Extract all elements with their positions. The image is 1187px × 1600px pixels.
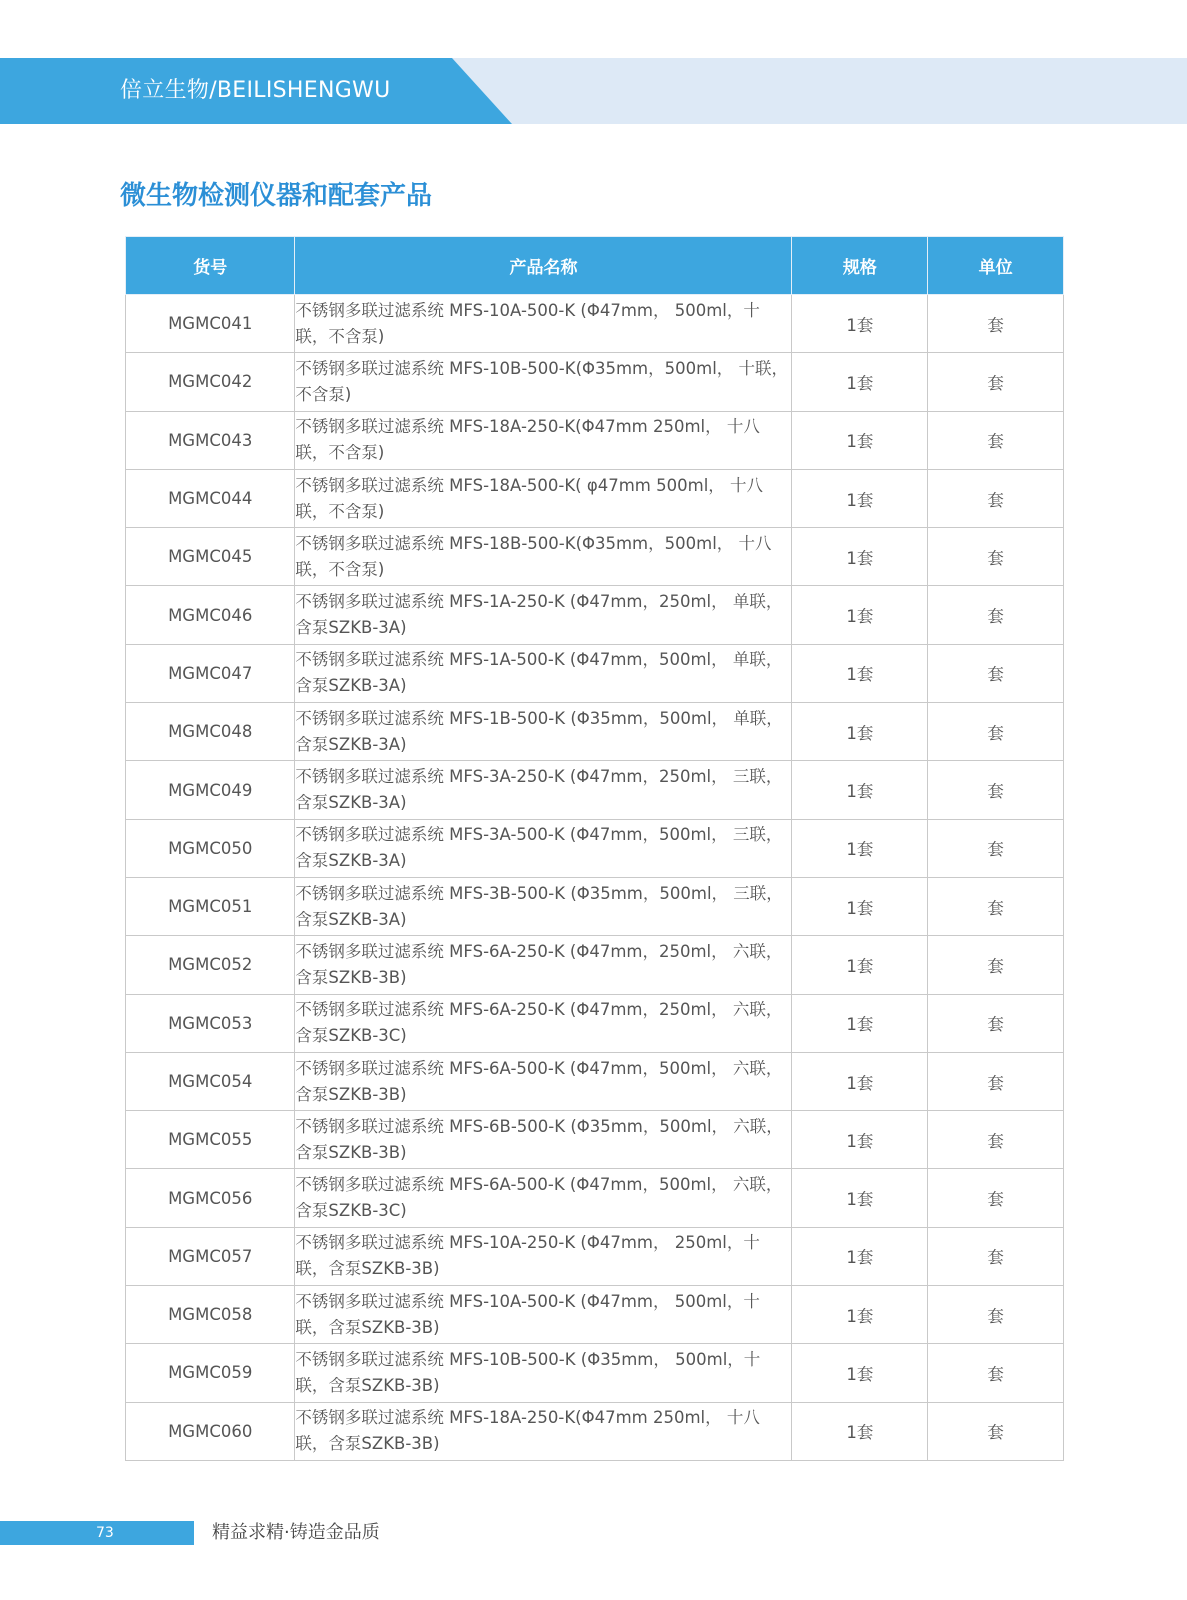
cell-spec: 1套 (792, 528, 928, 586)
cell-spec: 1套 (792, 353, 928, 411)
cell-unit: 套 (928, 703, 1064, 761)
cell-spec: 1套 (792, 1286, 928, 1344)
cell-code: MGMC054 (126, 1052, 295, 1110)
cell-code: MGMC056 (126, 1169, 295, 1227)
cell-name: 不锈钢多联过滤系统 MFS-3A-500-K (Φ47mm，500ml， 三联，含泵SZKB-3A) (295, 819, 792, 877)
cell-name: 不锈钢多联过滤系统 MFS-18A-500-K( φ47mm 500ml， 十八联，不含泵) (295, 469, 792, 527)
page-number: 73 (96, 1525, 114, 1541)
cell-name: 不锈钢多联过滤系统 MFS-10A-500-K (Φ47mm， 500ml，十联，含泵SZKB-3B) (295, 1286, 792, 1344)
cell-unit: 套 (928, 819, 1064, 877)
cell-name: 不锈钢多联过滤系统 MFS-6A-250-K (Φ47mm，250ml， 六联，含泵SZKB-3C) (295, 994, 792, 1052)
cell-code: MGMC058 (126, 1286, 295, 1344)
cell-unit: 套 (928, 528, 1064, 586)
cell-name: 不锈钢多联过滤系统 MFS-3B-500-K (Φ35mm，500ml， 三联，含泵SZKB-3A) (295, 877, 792, 935)
cell-name: 不锈钢多联过滤系统 MFS-10A-500-K (Φ47mm， 500ml，十联，不含泵) (295, 295, 792, 353)
cell-unit: 套 (928, 353, 1064, 411)
column-header-unit: 单位 (928, 237, 1064, 295)
section-title: 微生物检测仪器和配套产品 (120, 181, 433, 211)
cell-code: MGMC057 (126, 1227, 295, 1285)
cell-name: 不锈钢多联过滤系统 MFS-10B-500-K(Φ35mm，500ml， 十联，不含泵) (295, 353, 792, 411)
cell-code: MGMC050 (126, 819, 295, 877)
table-row (126, 936, 1064, 994)
table-row (126, 1111, 1064, 1169)
table-row (126, 411, 1064, 469)
cell-spec: 1套 (792, 1052, 928, 1110)
cell-spec: 1套 (792, 819, 928, 877)
cell-code: MGMC047 (126, 644, 295, 702)
cell-name: 不锈钢多联过滤系统 MFS-10A-250-K (Φ47mm， 250ml，十联，含泵SZKB-3B) (295, 1227, 792, 1285)
cell-spec: 1套 (792, 1227, 928, 1285)
cell-code: MGMC049 (126, 761, 295, 819)
cell-code: MGMC045 (126, 528, 295, 586)
product-table (125, 236, 1064, 1461)
cell-code: MGMC043 (126, 411, 295, 469)
cell-unit: 套 (928, 586, 1064, 644)
cell-spec: 1套 (792, 1169, 928, 1227)
cell-code: MGMC051 (126, 877, 295, 935)
column-header-name: 产品名称 (295, 237, 792, 295)
cell-name: 不锈钢多联过滤系统 MFS-1A-500-K (Φ47mm，500ml， 单联，含泵SZKB-3A) (295, 644, 792, 702)
table-row (126, 1227, 1064, 1285)
table-row (126, 469, 1064, 527)
cell-code: MGMC060 (126, 1402, 295, 1460)
footer-page-bar (0, 1521, 194, 1545)
cell-name: 不锈钢多联过滤系统 MFS-6A-500-K (Φ47mm，500ml， 六联，含泵SZKB-3C) (295, 1169, 792, 1227)
cell-unit: 套 (928, 469, 1064, 527)
cell-spec: 1套 (792, 703, 928, 761)
cell-unit: 套 (928, 1227, 1064, 1285)
column-header-code: 货号 (126, 237, 295, 295)
table-row (126, 528, 1064, 586)
cell-unit: 套 (928, 1052, 1064, 1110)
table-row (126, 644, 1064, 702)
cell-spec: 1套 (792, 994, 928, 1052)
cell-code: MGMC048 (126, 703, 295, 761)
cell-name: 不锈钢多联过滤系统 MFS-10B-500-K (Φ35mm， 500ml，十联，含泵SZKB-3B) (295, 1344, 792, 1402)
cell-spec: 1套 (792, 936, 928, 994)
table-row (126, 1286, 1064, 1344)
cell-spec: 1套 (792, 877, 928, 935)
table-row (126, 819, 1064, 877)
cell-unit: 套 (928, 1344, 1064, 1402)
cell-spec: 1套 (792, 411, 928, 469)
cell-code: MGMC052 (126, 936, 295, 994)
table-row (126, 1052, 1064, 1110)
cell-name: 不锈钢多联过滤系统 MFS-6A-500-K (Φ47mm，500ml， 六联，含泵SZKB-3B) (295, 1052, 792, 1110)
cell-unit: 套 (928, 644, 1064, 702)
table-row (126, 295, 1064, 353)
cell-spec: 1套 (792, 1111, 928, 1169)
cell-unit: 套 (928, 1111, 1064, 1169)
cell-spec: 1套 (792, 761, 928, 819)
footer-slogan: 精益求精·铸造金品质 (212, 1522, 380, 1543)
cell-unit: 套 (928, 761, 1064, 819)
cell-name: 不锈钢多联过滤系统 MFS-18A-250-K(Φ47mm 250ml， 十八联，不含泵) (295, 411, 792, 469)
table-row (126, 1344, 1064, 1402)
cell-name: 不锈钢多联过滤系统 MFS-3A-250-K (Φ47mm，250ml， 三联，含泵SZKB-3A) (295, 761, 792, 819)
cell-name: 不锈钢多联过滤系统 MFS-1B-500-K (Φ35mm，500ml， 单联，含泵SZKB-3A) (295, 703, 792, 761)
cell-spec: 1套 (792, 295, 928, 353)
table-row (126, 761, 1064, 819)
cell-unit: 套 (928, 411, 1064, 469)
table-row (126, 586, 1064, 644)
cell-unit: 套 (928, 936, 1064, 994)
cell-name: 不锈钢多联过滤系统 MFS-18B-500-K(Φ35mm，500ml， 十八联，不含泵) (295, 528, 792, 586)
cell-code: MGMC059 (126, 1344, 295, 1402)
brand-name: 倍立生物/BEILISHENGWU (120, 78, 391, 103)
table-row (126, 1402, 1064, 1460)
cell-unit: 套 (928, 1286, 1064, 1344)
cell-name: 不锈钢多联过滤系统 MFS-18A-250-K(Φ47mm 250ml， 十八联，含泵SZKB-3B) (295, 1402, 792, 1460)
cell-name: 不锈钢多联过滤系统 MFS-6A-250-K (Φ47mm，250ml， 六联，含泵SZKB-3B) (295, 936, 792, 994)
cell-code: MGMC042 (126, 353, 295, 411)
table-row (126, 994, 1064, 1052)
table-row (126, 703, 1064, 761)
cell-name: 不锈钢多联过滤系统 MFS-6B-500-K (Φ35mm，500ml， 六联，含泵SZKB-3B) (295, 1111, 792, 1169)
table-header-row (126, 237, 1064, 295)
cell-name: 不锈钢多联过滤系统 MFS-1A-250-K (Φ47mm，250ml， 单联，含泵SZKB-3A) (295, 586, 792, 644)
cell-spec: 1套 (792, 644, 928, 702)
cell-code: MGMC041 (126, 295, 295, 353)
cell-code: MGMC044 (126, 469, 295, 527)
cell-spec: 1套 (792, 586, 928, 644)
cell-unit: 套 (928, 1169, 1064, 1227)
table-row (126, 1169, 1064, 1227)
table-row (126, 353, 1064, 411)
cell-spec: 1套 (792, 1402, 928, 1460)
cell-code: MGMC053 (126, 994, 295, 1052)
cell-spec: 1套 (792, 1344, 928, 1402)
cell-code: MGMC046 (126, 586, 295, 644)
cell-code: MGMC055 (126, 1111, 295, 1169)
cell-unit: 套 (928, 295, 1064, 353)
table-row (126, 877, 1064, 935)
cell-unit: 套 (928, 1402, 1064, 1460)
cell-unit: 套 (928, 877, 1064, 935)
column-header-spec: 规格 (792, 237, 928, 295)
cell-spec: 1套 (792, 469, 928, 527)
cell-unit: 套 (928, 994, 1064, 1052)
